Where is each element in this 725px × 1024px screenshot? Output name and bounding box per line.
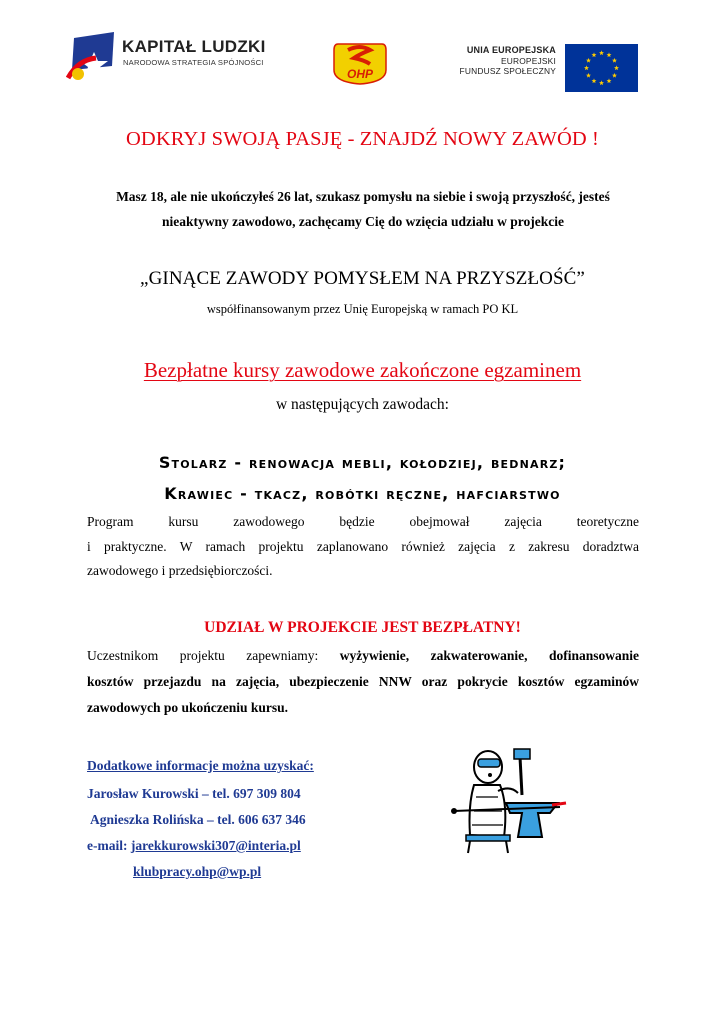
email-link-2[interactable]: klubpracy.ohp@wp.pl xyxy=(133,864,262,879)
email-label: e-mail: xyxy=(87,838,131,853)
contact-heading: Dodatkowe informacje można uzyskać: xyxy=(87,758,314,773)
email-link-1[interactable]: jarekkurowski307@interia.pl xyxy=(130,838,301,853)
intro-line1: Masz 18, ale nie ukończyłeś 26 lat, szukasz pomysłu na siebie i swoją przyszłość, jesteś xyxy=(116,189,610,204)
kapital-ludzki-subtitle: NARODOWA STRATEGIA SPÓJNOŚCI xyxy=(123,58,264,67)
free-courses-heading: Bezpłatne kursy zawodowe zakończone egzaminem xyxy=(143,358,582,382)
worker-clipart-icon xyxy=(440,745,580,855)
intro-line2: nieaktywny zawodowo, zachęcamy Cię do wzięcia udziału w projekcie xyxy=(161,214,565,229)
eu-flag-icon xyxy=(565,44,638,92)
program-line3: zawodowego i przedsiębiorczości. xyxy=(87,563,273,578)
benefits-bold1: wyżywienie, zakwaterowanie, dofinansowanie xyxy=(339,648,639,663)
ue-line2: EUROPEJSKI xyxy=(500,56,556,66)
kapital-ludzki-title: KAPITAŁ LUDZKI xyxy=(122,37,266,56)
program-line1: Program kursu zawodowego będzie obejmował zajęcia teoretyczne xyxy=(87,514,639,529)
ue-line1: UNIA EUROPEJSKA xyxy=(466,45,556,55)
ue-text-block xyxy=(440,45,556,76)
ohp-text: OHP xyxy=(346,67,374,81)
benefits-line3: zawodowych po ukończeniu kursu. xyxy=(87,700,289,715)
benefits-line2: kosztów przejazdu na zajęcia, ubezpieczenie NNW oraz pokrycie kosztów egzaminów xyxy=(87,674,639,689)
ohp-logo xyxy=(330,40,390,86)
cofinanced-text: współfinansowanym przez Unię Europejską w ramach PO KL xyxy=(206,302,519,316)
program-line2: i praktyczne. W ramach projektu zaplanowano również zajęcia z zakresu doradztwa xyxy=(87,538,639,554)
benefits-paragraph xyxy=(87,643,639,721)
free-participation-heading: UDZIAŁ W PROJEKCIE JEST BEZPŁATNY! xyxy=(204,619,521,636)
project-name: „GINĄCE ZAWODY POMYSŁEM NA PRZYSZŁOŚĆ” xyxy=(140,268,585,289)
page-title: ODKRYJ SWOJĄ PASJĘ - ZNAJDŹ NOWY ZAWÓD ! xyxy=(126,128,599,150)
trade-line-1: Stolarz - renowacja mebli, kołodziej, bednarz; xyxy=(158,453,567,472)
benefits-line1 xyxy=(87,643,639,669)
contact-person-2: Agnieszka Rolińska – tel. 606 637 346 xyxy=(90,812,306,827)
trade-line-2: Krawiec - tkacz, robótki ręczne, hafciarstwo xyxy=(164,484,561,503)
contact-person-1: Jarosław Kurowski – tel. 697 309 804 xyxy=(87,786,301,801)
following-professions-text: w następujących zawodach: xyxy=(275,396,449,413)
ue-line3: FUNDUSZ SPOŁECZNY xyxy=(459,66,556,76)
contact-email-row xyxy=(87,838,301,854)
intro-text xyxy=(78,184,648,234)
program-paragraph xyxy=(87,510,639,584)
benefits-prefix: Uczestnikom projektu zapewniamy: xyxy=(87,648,340,663)
contact-email-row-2 xyxy=(133,864,261,880)
